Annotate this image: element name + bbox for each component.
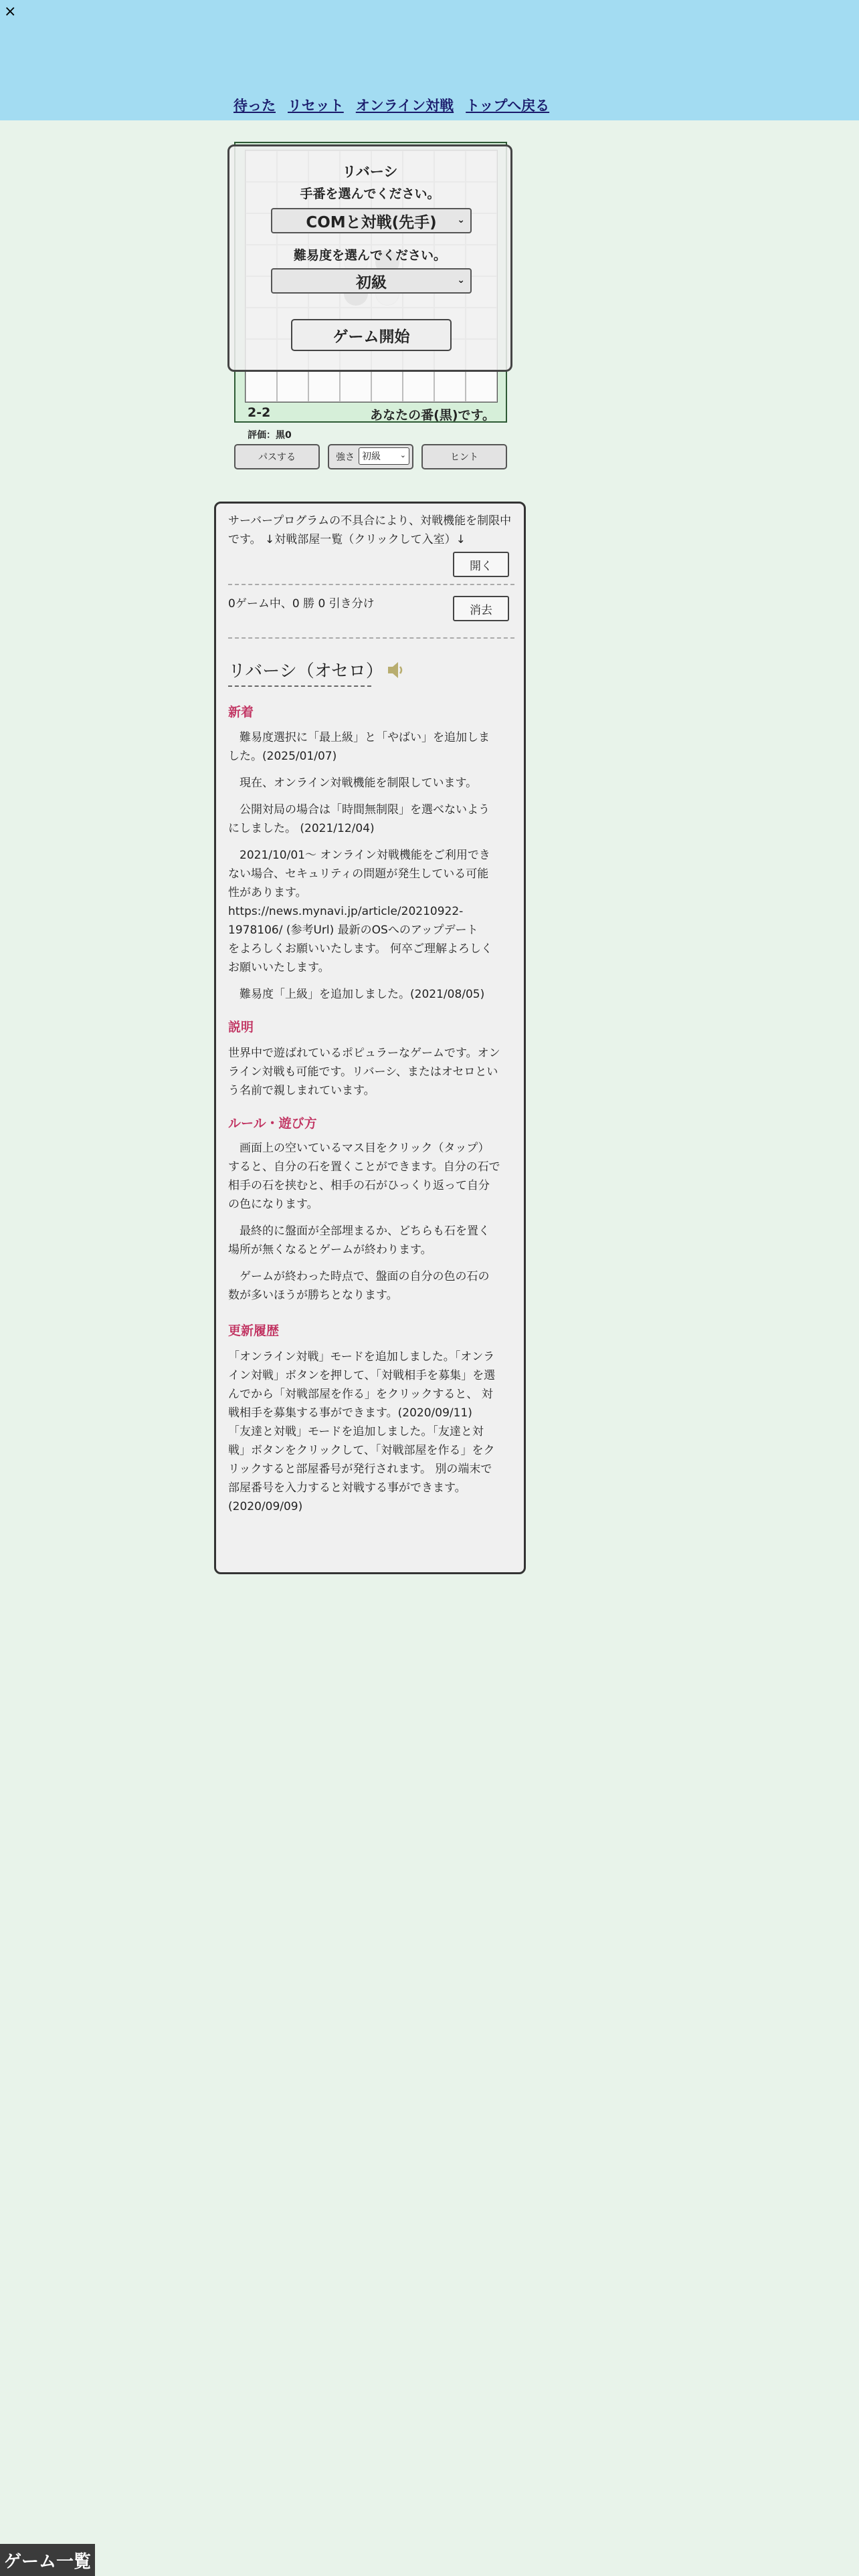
rule-item-line: 相手の石を挟むと、相手の石がひっくり返って自分 [228,1179,490,1192]
history-heading: 更新履歴 [228,1323,280,1338]
status-row [248,405,495,421]
board-cell[interactable] [371,370,403,402]
history-paragraph-line: イン対戦」ボタンを押して、「対戦相手を募集」を選 [228,1369,496,1382]
description-heading: 説明 [228,1020,254,1035]
history-paragraph-line: 「オンライン対戦」モードを追加しました。「オンラ [228,1350,495,1364]
strength-select[interactable] [359,447,409,465]
description-paragraph-line: う名前で親しまれています。 [228,1084,375,1097]
top-bar [0,0,859,120]
history-paragraph-line: 戦相手を募集する事ができます。(2020/09/11) [228,1406,472,1420]
board-cell[interactable] [340,370,371,402]
start-dialog [227,144,512,372]
news-item [228,985,514,1004]
rule-item-line: ゲームが終わった時点で、盤面の自分の色の石の [228,1270,490,1283]
reset-link[interactable]: リセット [288,98,344,114]
news-item-line: をよろしくお願いいたします。 何卒ご理解よろしく [228,942,493,956]
news-item-line: ない場合、セキュリティの問題が発生している可能 [228,867,489,881]
difficulty-prompt: 難易度を選んでください。 [293,248,446,263]
strength-select-value: 初級 [362,451,381,462]
pass-button[interactable]: パスする [234,444,320,469]
turn-message: あなたの番(黒)です。 [370,408,495,423]
record-text: 0ゲーム中、0 勝 0 引き分け [228,597,375,611]
difficulty-select-value: 初級 [356,274,387,292]
close-icon[interactable]: × [4,3,17,20]
start-game-button[interactable]: ゲーム開始 [291,319,452,351]
board-cell[interactable] [466,370,497,402]
board-cell[interactable] [277,370,308,402]
news-item-line: 公開対局の場合は「時間無制限」を選べないよう [228,803,490,817]
history-paragraph-line: んでから「対戦部屋を作る」をクリックすると、 対 [228,1388,493,1401]
news-item-line: 1978106/ (参考Url) 最新のOSへのアップデート [228,924,478,937]
online-match-link[interactable]: オンライン対戦 [355,98,454,114]
rule-item-line: 場所が無くなるとゲームが終わります。 [228,1243,432,1257]
notice-text: サーバープログラムの不具合により、対戦機能を制限中です。 ↓対戦部屋一覧（クリックして入室）↓ [228,514,512,546]
rule-item [228,1267,514,1305]
history-paragraph [228,1348,514,1516]
news-item-line: した。(2025/01/07) [228,750,337,763]
game-title: リバーシ（オセロ） [228,661,383,681]
news-item-line: 難易度「上級」を追加しました。(2021/08/05) [228,988,485,1001]
evaluation-label: 評価：黒0 [248,430,292,441]
game-nav [233,95,549,115]
rules-heading: ルール・遊び方 [228,1116,317,1131]
board-cell[interactable] [246,370,277,402]
game-list-button[interactable]: ゲーム一覧 [0,2544,95,2576]
news-item [228,800,514,838]
news-item-line: 2021/10/01〜 オンライン対戦機能をご利用でき [228,849,490,862]
turn-prompt: 手番を選んでください。 [300,187,440,201]
news-item-line: にしました。 (2021/12/04) [228,822,375,835]
description-paragraph-line: 世界中で遊ばれているポピュラーなゲームです。オン [228,1047,500,1060]
rule-item [228,1139,514,1214]
history-paragraph-line: リックすると部屋番号が発行されます。 別の端末で [228,1463,492,1476]
history-paragraph-line: 部屋番号を入力すると対戦する事ができます。 [228,1481,466,1495]
hint-button[interactable]: ヒント [421,444,507,469]
description-paragraph-line: ライン対戦も可能です。リバーシ、またはオセロとい [228,1065,498,1079]
divider [228,584,514,585]
news-item-line: 現在、オンライン対戦機能を制限しています。 [228,776,478,790]
rule-item-line: 数が多いほうが勝ちとなります。 [228,1289,398,1302]
info-panel [214,502,526,1574]
rule-item-line: の色になります。 [228,1198,318,1211]
rule-item-line: 最終的に盤面が全部埋まるか、どちらも石を置く [228,1224,490,1238]
board-cell[interactable] [308,370,340,402]
score-label: 2-2 [248,405,271,420]
strength-label: 強さ [336,452,355,463]
rule-item-line: 画面上の空いているマス目をクリック（タップ） [228,1142,490,1155]
description-paragraph [228,1044,514,1100]
news-item-line: 難易度選択に「最上級」と「やばい」を追加しま [228,731,490,744]
chevron-down-icon: ⌄ [457,215,465,225]
clear-record-button[interactable]: 消去 [453,596,509,621]
turn-select[interactable] [271,208,472,233]
news-item [228,774,514,792]
chevron-down-icon: ⌄ [457,275,465,286]
chevron-down-icon: ⌄ [399,451,406,459]
title-underline [228,685,371,687]
news-item [228,728,514,766]
history-paragraph-line: 「友達と対戦」モードを追加しました。「友達と対 [228,1425,484,1438]
rule-item [228,1222,514,1259]
history-paragraph-line: (2020/09/09) [228,1500,303,1513]
news-item [228,846,514,977]
undo-link[interactable]: 待った [233,98,276,114]
rule-item-line: すると、自分の石を置くことができます。自分の石で [228,1160,500,1174]
open-rooms-button[interactable]: 開く [453,552,509,577]
difficulty-select[interactable] [271,268,472,294]
news-item-line: 性があります。 [228,886,307,899]
back-to-top-link[interactable]: トップへ戻る [466,98,550,114]
divider [228,637,514,639]
news-item-line: https://news.mynavi.jp/article/20210922- [228,905,464,918]
board-cell[interactable] [403,370,434,402]
news-heading: 新着 [228,705,254,720]
dialog-title: リバーシ [342,164,398,180]
history-paragraph-line: 戦」ボタンをクリックして、「対戦部屋を作る」をク [228,1444,495,1457]
turn-select-value: COMと対戦(先手) [306,213,437,231]
speaker-icon[interactable] [386,660,406,680]
board-cell[interactable] [434,370,466,402]
news-item-line: お願いいたします。 [228,961,330,974]
